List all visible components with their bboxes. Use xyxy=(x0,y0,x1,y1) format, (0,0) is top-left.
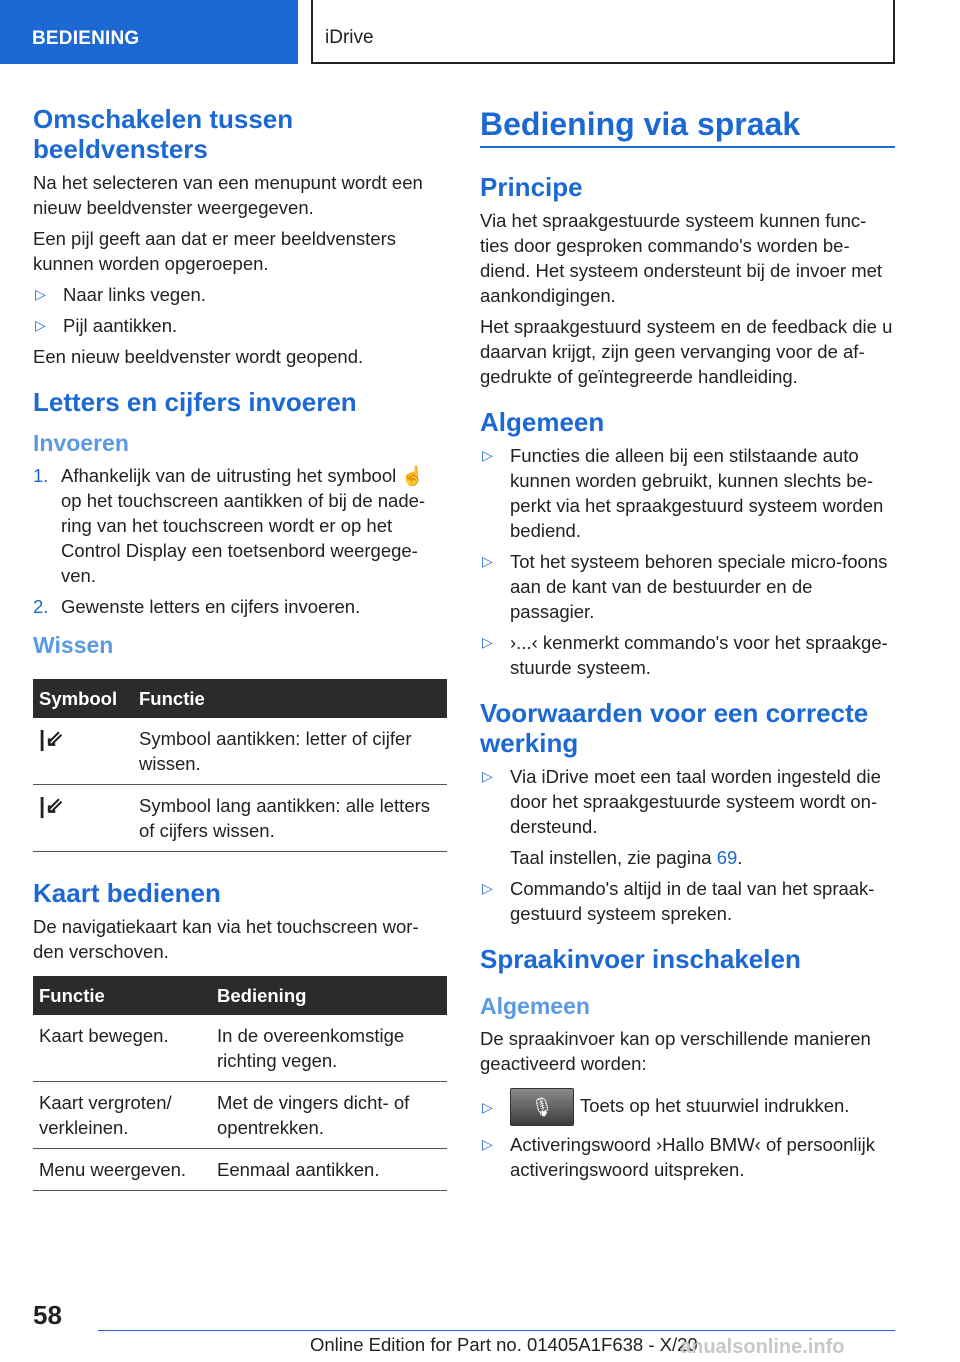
heading-principe: Principe xyxy=(480,172,583,202)
triangle-bullet-icon: ▷ xyxy=(482,1098,493,1115)
footer-text: Online Edition for Part no. 01405A1F638 - X/20 xyxy=(310,1334,698,1355)
list-item: 1. Afhankelijk van de uitrusting het symbool ☝ op het touchscreen aantikken of bij de nade-ring van het touchscreen wordt er op het Control Display een toetsenbord weergege-ven. xyxy=(33,465,426,586)
heading-spraakinvoer: Spraakinvoer inschakelen xyxy=(480,944,801,974)
subheading-invoeren: Invoeren xyxy=(33,430,129,456)
list-item: ▷ ›...‹ kenmerkt commando's voor het spraakge-stuurde systeem. xyxy=(482,632,888,678)
table-header: Bediening xyxy=(211,976,447,1015)
table-header: Functie xyxy=(133,679,447,718)
table-row: |⇙ Symbool lang aantikken: alle letters of cijfers wissen. xyxy=(33,785,447,852)
triangle-bullet-icon: ▷ xyxy=(482,1136,493,1152)
list-item: ▷ Pijl aantikken. xyxy=(35,315,178,336)
list-item: ▷ 🎙 Toets op het stuurwiel indrukken. xyxy=(480,1088,895,1126)
heading-omschakelen: Omschakelen tussen beeldvensters xyxy=(33,104,294,164)
triangle-bullet-icon: ▷ xyxy=(482,634,493,650)
triangle-bullet-icon: ▷ xyxy=(482,880,493,896)
paragraph: Een nieuw beeldvenster wordt geopend. xyxy=(33,346,364,367)
right-column xyxy=(480,104,895,1182)
heading-kaart-bedienen: Kaart bedienen xyxy=(33,878,221,908)
footer-divider xyxy=(98,1330,895,1331)
paragraph: De navigatiekaart kan via het touchscreen wor-den verschoven. xyxy=(33,916,419,962)
list-item: ▷ Activeringswoord ›Hallo BMW‹ of persoonlijk activeringswoord uitspreken. xyxy=(482,1134,875,1180)
list-item: ▷ Via iDrive moet een taal worden ingesteld die door het spraakgestuurde systeem wordt on-dersteund. Taal instellen, zie pagina 69. xyxy=(482,766,881,868)
list-item: ▷ Functies die alleen bij een stilstaande auto kunnen worden gebruikt, kunnen slechts be-perkt via het spraakgestuurd systeem worden bediend. xyxy=(482,445,884,541)
paragraph: Na het selecteren van een menupunt wordt een nieuw beeldvenster weergegeven. xyxy=(33,172,423,218)
page-number: 58 xyxy=(33,1300,62,1330)
left-column xyxy=(33,104,447,1191)
table-row: Kaart vergroten/ verkleinen. Met de vingers dicht- of opentrekken. xyxy=(33,1082,447,1149)
table-row: Kaart bewegen. In de overeenkomstige richting vegen. xyxy=(33,1015,447,1082)
page-title: Bediening via spraak xyxy=(480,104,895,148)
table-header: Symbool xyxy=(33,679,133,718)
list-item: ▷ Tot het systeem behoren speciale micro-foons aan de kant van de bestuurder en de passagier. xyxy=(482,551,888,622)
triangle-bullet-icon: ▷ xyxy=(482,553,493,569)
paragraph: De spraakinvoer kan op verschillende manieren geactiveerd worden: xyxy=(480,1028,871,1074)
chapter-header: iDrive xyxy=(311,0,895,64)
table-row: Menu weergeven. Eenmaal aantikken. xyxy=(33,1149,447,1191)
backspace-icon: |⇙ xyxy=(33,718,133,785)
triangle-bullet-icon: ▷ xyxy=(482,447,493,463)
paragraph: Het spraakgestuurd systeem en de feedback die u daarvan krijgt, zijn geen vervanging voor de af-gedrukte of geïntegreerde handleiding. xyxy=(480,316,893,387)
map-table xyxy=(33,976,447,1191)
paragraph: Via het spraakgestuurde systeem kunnen func-ties door gesproken commando's worden be-diend. Het systeem ondersteunt bij de invoer met aankondigingen. xyxy=(480,210,883,306)
backspace-icon: |⇙ xyxy=(33,785,133,852)
paragraph: Een pijl geeft aan dat er meer beeldvensters kunnen worden opgeroepen. xyxy=(33,228,397,274)
heading-voorwaarden: Voorwaarden voor een correcte werking xyxy=(480,698,869,758)
list-item: 2. Gewenste letters en cijfers invoeren. xyxy=(33,596,361,617)
page-link[interactable]: 69 xyxy=(716,847,738,868)
microphone-icon: 🎙 xyxy=(510,1088,574,1126)
heading-letters-cijfers: Letters en cijfers invoeren xyxy=(33,387,357,417)
heading-algemeen: Algemeen xyxy=(480,407,605,437)
triangle-bullet-icon: ▷ xyxy=(35,317,46,333)
triangle-bullet-icon: ▷ xyxy=(482,768,493,784)
table-header: Functie xyxy=(33,976,211,1015)
list-item: ▷ Naar links vegen. xyxy=(35,284,206,305)
subheading-wissen: Wissen xyxy=(33,632,114,658)
table-row: |⇙ Symbool aantikken: letter of cijfer wissen. xyxy=(33,718,447,785)
watermark: anualsonline.info xyxy=(680,1336,845,1358)
list-item: ▷ Commando's altijd in de taal van het spraak-gestuurd systeem spreken. xyxy=(482,878,875,924)
delete-table xyxy=(33,679,447,852)
subheading-algemeen: Algemeen xyxy=(480,993,590,1019)
triangle-bullet-icon: ▷ xyxy=(35,286,46,302)
section-tab: BEDIENING xyxy=(0,0,298,64)
